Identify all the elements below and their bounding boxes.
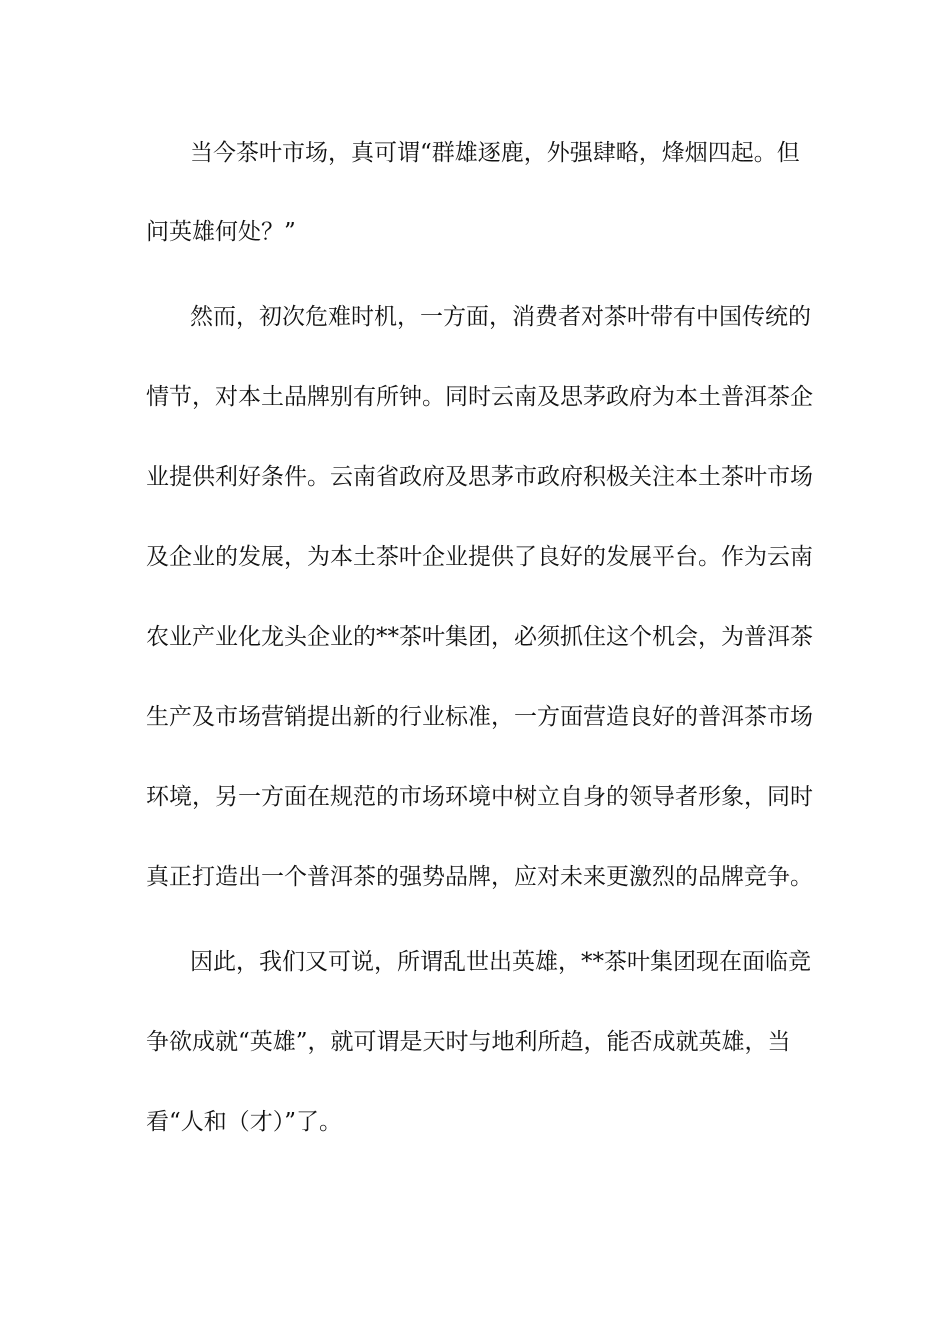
paragraph-1-line-2: 问英雄何处？” xyxy=(146,219,296,245)
paragraph-2-line-1: 然而，初次危难时机，一方面，消费者对茶叶带有中国传统的 xyxy=(190,304,811,330)
paragraph-2-line-4: 及企业的发展，为本土茶叶企业提供了良好的发展平台。作为云南 xyxy=(146,544,813,570)
paragraph-2-line-3: 业提供利好条件。云南省政府及思茅市政府积极关注本土茶叶市场 xyxy=(146,464,813,490)
paragraph-2-line-8: 真正打造出一个普洱茶的强势品牌，应对未来更激烈的品牌竞争。 xyxy=(146,864,813,890)
paragraph-3-line-2: 争欲成就“英雄”，就可谓是天时与地利所趋，能否成就英雄，当 xyxy=(146,1029,791,1055)
paragraph-3-line-1: 因此，我们又可说，所谓乱世出英雄，**茶叶集团现在面临竞 xyxy=(190,949,811,975)
paragraph-2-line-7: 环境，另一方面在规范的市场环境中树立自身的领导者形象，同时 xyxy=(146,784,813,810)
paragraph-2-line-6: 生产及市场营销提出新的行业标准，一方面营造良好的普洱茶市场 xyxy=(146,704,813,730)
paragraph-2-line-2: 情节，对本土品牌别有所钟。同时云南及思茅政府为本土普洱茶企 xyxy=(146,384,813,410)
paragraph-3-line-3: 看“人和（才）”了。 xyxy=(146,1109,343,1135)
paragraph-2-line-5: 农业产业化龙头企业的**茶叶集团，必须抓住这个机会，为普洱茶 xyxy=(146,624,813,650)
paragraph-1-line-1: 当今茶叶市场，真可谓“群雄逐鹿，外强肆略，烽烟四起。但 xyxy=(190,140,800,166)
